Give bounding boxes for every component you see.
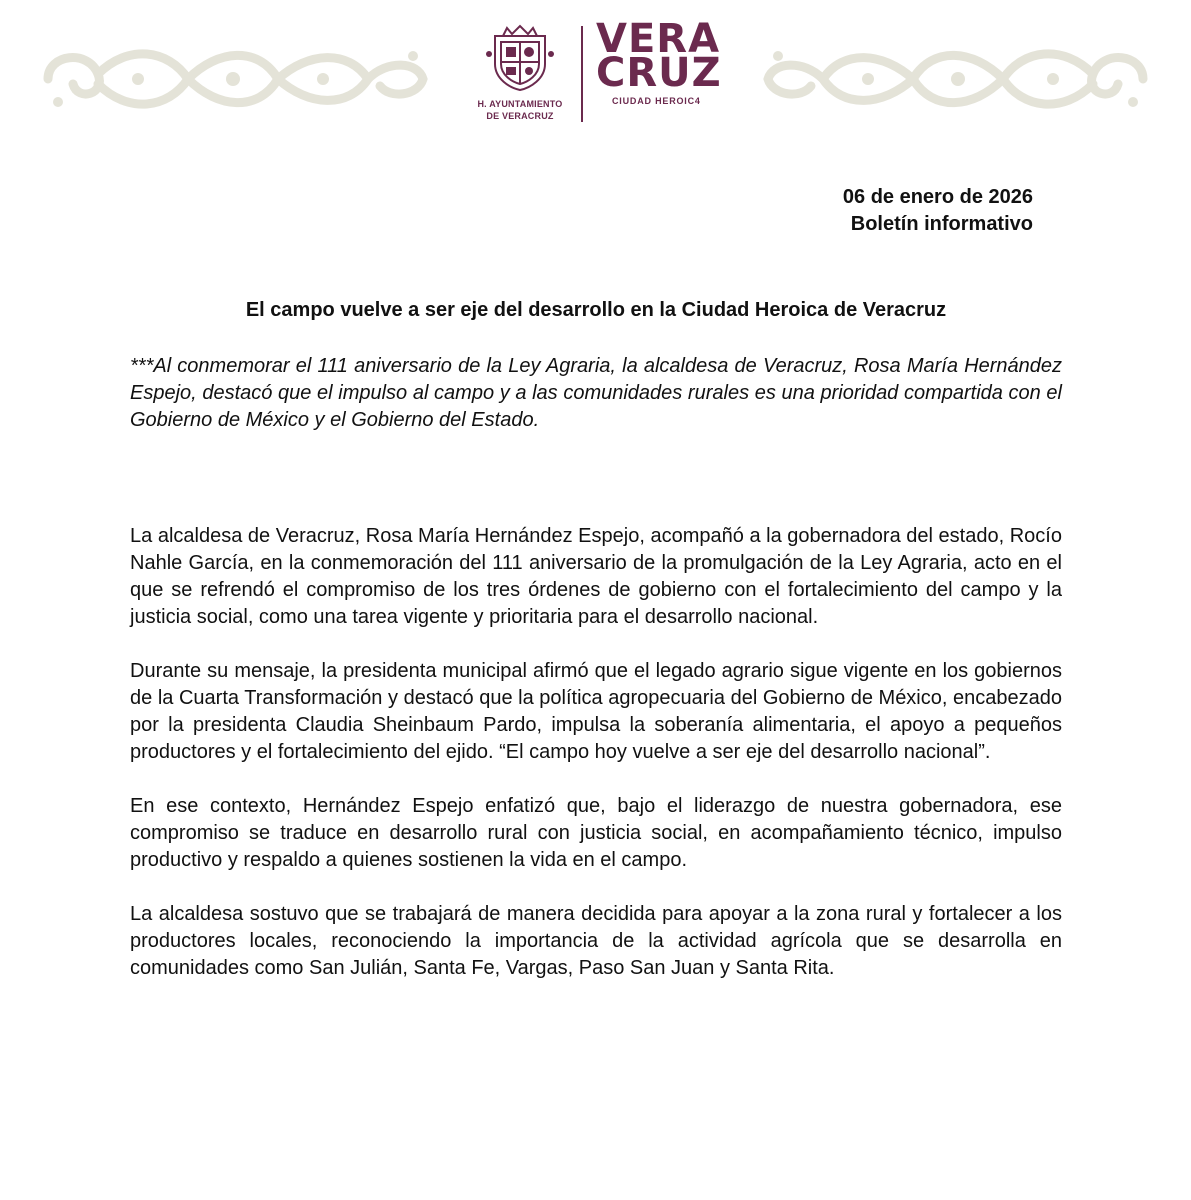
bulletin-type: Boletín informativo: [850, 213, 1033, 235]
body-paragraph: En ese contexto, Hernández Espejo enfatizó que, bajo el liderazgo de nuestra gobernadora, ese compromiso se traduce en desarrollo rural con justicia social, en acompañamiento técnico, impulso productivo y respaldo a quienes sostienen la vida en el campo.: [130, 795, 1062, 871]
crest-caption-line2: DE VERACRUZ: [486, 111, 554, 121]
bulletin-body: [130, 523, 1062, 1009]
city-crest: [470, 24, 570, 121]
header-divider: [581, 26, 583, 122]
crest-caption-line1: H. AYUNTAMIENTO: [477, 99, 563, 109]
ornament-right-icon: [743, 34, 1173, 124]
brand-line2: CRUZ: [596, 50, 722, 96]
body-paragraph: La alcaldesa sostuvo que se trabajará de manera decidida para apoyar a la zona rural y fortalecer a los productores locales, reconociendo la importancia de la actividad agrícola que se desarrolla en comunidades como San Julián, Santa Fe, Vargas, Paso San Juan y Santa Rita.: [130, 903, 1062, 979]
letterhead: [0, 0, 1191, 150]
veracruz-brand-logo: [596, 16, 726, 106]
date-block: [843, 184, 1033, 238]
brand-subtitle: CIUDAD HEROIC4: [612, 96, 701, 106]
brand-line1: VERA: [596, 16, 721, 62]
bulletin-lead: ***Al conmemorar el 111 aniversario de la Ley Agraria, la alcaldesa de Veracruz, Rosa María Hernández Espejo, destacó que el impulso al campo y a las comunidades rurales es una prioridad compartida con el Gobierno de México y el Gobierno del Estado.: [130, 355, 1062, 431]
bulletin-date: 06 de enero de 2026: [842, 186, 1033, 208]
body-paragraph: La alcaldesa de Veracruz, Rosa María Hernández Espejo, acompañó a la gobernadora del estado, Rocío Nahle García, en la conmemoración del 111 aniversario de la promulgación de la Ley Agraria, acto en el que se refrendó el compromiso de los tres órdenes de gobierno con el fortalecimiento del campo y la justicia social, como una tarea vigente y prioritaria para el desarrollo nacional.: [130, 525, 1062, 628]
ornament-left-icon: [18, 34, 448, 124]
body-paragraph: Durante su mensaje, la presidenta municipal afirmó que el legado agrario sigue vigente en los gobiernos de la Cuarta Transformación y destacó que la política agropecuaria del Gobierno de México, encabezado por la presidenta Claudia Sheinbaum Pardo, impulsa la soberanía alimentaria, el apoyo a pequeños productores y el fortalecimiento del ejido. “El campo hoy vuelve a ser eje del desarrollo nacional”.: [130, 660, 1062, 763]
crest-icon: [485, 24, 555, 92]
bulletin-title: El campo vuelve a ser eje del desarrollo en la Ciudad Heroica de Veracruz: [245, 299, 947, 321]
